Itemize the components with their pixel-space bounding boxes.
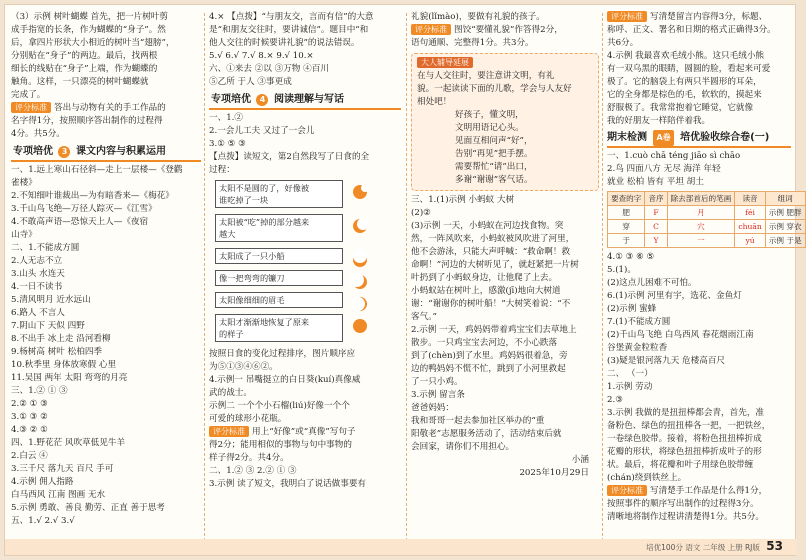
text-line: 二、 （一） (607, 369, 653, 379)
text-line: 六、①来去 ②以 ③万物 ④百川 (209, 64, 329, 74)
flow-text: 的样子 (219, 329, 244, 339)
text-line: 是“和朋友交往时，要讲诚信”。题目中“和 (209, 25, 369, 35)
section-prefix: 专项培优 (211, 94, 251, 105)
text-line: 一、1.② (209, 113, 243, 123)
text-line: 备粉色、绿色的扭扭棒各一把，一把铁丝， (607, 421, 771, 431)
sun-phase-icon (352, 218, 368, 234)
text-line: 我和哥哥一起去参加社区举办的“重 (411, 416, 545, 426)
text-line: 礼貌(lǐmào)，要做有礼貌的孩子。 (411, 12, 545, 22)
text-line: 2.鸟 四面八方 无尽 海洋 年轻 (607, 164, 721, 174)
poem-line: 多谢“谢谢”客气话。 (455, 175, 533, 185)
table-cell: 月 (667, 206, 735, 220)
text-line: 他人交往的时候要讲礼貌”的说法错误。 (209, 38, 360, 48)
text-line: 示例二 一个个小石榴(liú)好像一个个 (209, 401, 350, 411)
text-line: 按照日食的变化过程排序，图片顺序应 (209, 349, 356, 359)
text-line: 4.③ ② ① (11, 425, 48, 435)
answer-page (4, 4, 802, 556)
text-line: 3.① ③ ② (11, 412, 48, 422)
table-cell: 穴 (667, 220, 735, 234)
flow-text: 像一把弯弯的镰刀 (219, 273, 285, 283)
col1-top-text (11, 11, 201, 102)
section-prefix: 专项培优 (13, 146, 53, 157)
text-line: 到了(chèn)到了水里。鸡妈妈很着急，旁 (411, 351, 568, 361)
text-line: （3）示例 树叶蝴蝶 首先，把一片树叶剪 (11, 12, 169, 22)
text-line: 9.杨树高 树叶 松柏四季 (11, 347, 103, 357)
text-line: 极了。它的脑袋上有两只半圆形的耳朵， (607, 77, 762, 87)
scoring-tag: 评分标准 (607, 485, 647, 496)
table-row (608, 206, 806, 220)
text-line: ⑤乙所 于人 ③事更成 (209, 77, 292, 87)
text-line: 3.示例 读了短文，我明白了说话做事要有 (209, 479, 367, 489)
text-line: 图饺“要懂礼貌”作答得2分， (454, 25, 563, 35)
column-divider (406, 13, 407, 541)
text-line: 样子得2分。共4分。 (209, 453, 289, 463)
parent-tip-tag: 大人辅导延展 (417, 57, 473, 68)
text-line: 客气。” (411, 312, 437, 322)
text-line: 得2分；能用相似的事物与句中事物的 (209, 440, 352, 450)
text-line: 7.(1)不能成方圆 (607, 317, 671, 327)
text-line: 称呼、正文、署名和日期的格式正确得3分。 (607, 25, 776, 35)
flow-step (215, 270, 343, 286)
scoring-tag: 评分标准 (11, 102, 51, 113)
section-number: 4 (256, 94, 268, 106)
text-line: 按照事件的顺序写出制作的过程得3分。 (607, 499, 759, 509)
sun-phase-icon (352, 252, 368, 268)
table-cell: 一 (667, 234, 735, 248)
text-line: 为⑤①③④⑥②。 (209, 362, 278, 372)
text-line: 完成了。 (11, 90, 46, 100)
text-line: 语句通顺、完整得1分。共3分。 (411, 38, 534, 48)
text-line: 【点拨】读短文，第2自然段写了日食的全 (209, 152, 370, 162)
poem-line: 文明用语记心头。 (455, 123, 524, 133)
text-line: 阳敬老”志愿服务活动了，活动结束后就 (411, 429, 562, 439)
sun-phase-icon (352, 184, 368, 200)
table-header: 音序 (645, 192, 667, 206)
text-line: 状。最后，将花瓣和叶子用绿色胶带缠 (607, 460, 754, 470)
scoring-note (411, 24, 599, 37)
text-line: 答出与动物有关的手工作品的 (54, 103, 166, 113)
text-line: 然，一阵风吹来，小蚂蚁被风吹进了河里， (411, 234, 575, 244)
sun-phase-icon (352, 318, 368, 334)
text-line: (2)示例 蜜蜂 (607, 304, 657, 314)
book-series: 培优100分 语文 二年级 上册 RJ版 (646, 543, 760, 552)
table-cell: C (645, 220, 667, 234)
text-line: 分别贴在“身子”的两边。最后，找两根 (11, 51, 158, 61)
text-line: (2)这点儿困难不可怕。 (607, 278, 697, 288)
text-line: 山寺》 (11, 230, 37, 240)
text-line: (3)疑是银河落九天 危楼高百尺 (607, 356, 726, 366)
table-cell: yú (735, 234, 765, 248)
page-footer (646, 539, 783, 553)
flow-step (215, 180, 343, 208)
text-line: 5.(1)。 (607, 265, 636, 275)
text-line: 成手指宽的长条，作为蝴蝶的“身子”。然 (11, 25, 166, 35)
text-line: 触角。这样，一只漂亮的树叶蝴蝶就 (11, 77, 149, 87)
scoring-note (607, 11, 791, 24)
text-line: 6.(1)示例 河里有宇，选花、金鱼灯 (607, 291, 742, 301)
scoring-tag: 评分标准 (607, 11, 647, 22)
text-line: 边的鸭妈妈不慌不忙，跳到了小河里救起 (411, 364, 566, 374)
text-line: 5.清风明月 近水远山 (11, 295, 91, 305)
text-line: 2.③ (607, 395, 623, 405)
text-line: 3.三千尺 落九天 百尺 手可 (11, 464, 114, 474)
column-divider (204, 13, 205, 541)
column-1 (11, 11, 201, 541)
text-line: 武的战士。 (209, 388, 252, 398)
table-header: 除去部首后的笔画 (667, 192, 735, 206)
text-line: 4.① ③ ⑥ ⑤ (607, 252, 655, 262)
text-line: 一卷绿色胶带。接着，将粉色扭扭棒折成 (607, 434, 762, 444)
text-line: 小蚂蚁站在树叶上，感激(jī)地向大树道 (411, 286, 561, 296)
text-line: 3.山头 水连天 (11, 269, 65, 279)
text-line: 6.路人 不言人 (11, 308, 65, 318)
exam-header (607, 130, 791, 148)
text-line: 共6分。 (607, 38, 639, 48)
note-signature: 小涵 (571, 455, 589, 465)
scoring-note (209, 426, 401, 439)
text-line: 4.不敢高声语—恐惊天上人—《夜宿 (11, 217, 149, 227)
text-line: 我的好朋友一样陪伴着我。 (607, 116, 711, 126)
exam-prefix: 期末检测 (607, 132, 647, 143)
children-poem (417, 109, 593, 187)
text-line: 三、1.(1)示例 小蚂蚁 大树 (411, 195, 515, 205)
text-line: 花瓣的形状，将绿色扭扭棒折成叶子的形 (607, 447, 762, 457)
table-cell: féi (735, 206, 765, 220)
text-line: 可爱的球形小花瓶。 (209, 414, 287, 424)
text-line: 写清楚留言内容得3分，标题、 (650, 12, 768, 22)
text-line: 1.示例 劳动 (607, 382, 653, 392)
text-line: 11.吴国 两年 太阳 弯弯的月亮 (11, 373, 128, 383)
text-line: 在与人交往时，要注意讲文明，有礼 (417, 71, 555, 81)
text-line: 爸爸妈妈： (411, 403, 454, 413)
table-header: 读音 (735, 192, 765, 206)
poem-line: 需要帮忙“请”出口， (455, 162, 533, 172)
text-line: 4.示例一 吊嘴挺立的白日葵(kuí)真像威 (209, 375, 361, 385)
table-cell: 示例 于是 (765, 234, 805, 248)
poem-line: 见面互相问声“好”， (455, 136, 533, 146)
text-line: 白马西风 江南 图画 无水 (11, 490, 106, 500)
text-line: 命啊！”河边的大树听见了，就赶紧把一片树 (411, 260, 579, 270)
text-line: 二、1.不能成方圆 (11, 243, 80, 253)
text-line: (3)示例 一天，小蚂蚁在河边找食物。突 (411, 221, 564, 231)
sun-phase-icon (352, 274, 368, 290)
table-header: 要查的字 (608, 192, 645, 206)
table-row (608, 234, 806, 248)
section-number: 3 (58, 146, 70, 158)
text-line: (2)② (411, 208, 431, 218)
flow-step (215, 314, 343, 342)
page-number: 53 (766, 539, 783, 553)
text-line: 叶扔到了小蚂蚁身边，让他爬了上去。 (411, 273, 558, 283)
text-line: 三、1.② ① ③ (11, 386, 68, 396)
text-line: 4.示例 佣人指路 (11, 477, 74, 487)
flow-step (215, 248, 343, 264)
table-cell: 示例 肥胖 (765, 206, 805, 220)
text-line: 二、1.② ③ 2.② ① ③ (209, 466, 297, 476)
text-line: 后，拿四片形状大小相近的树叶当“翅膀”， (11, 38, 175, 48)
text-line: 会回家，请你们不用担心。 (411, 442, 515, 452)
text-line: 4.× 【点拨】“与朋友交，言而有信”的大意 (209, 12, 374, 22)
flow-step (215, 214, 343, 242)
flow-text: 太阳像细细的眉毛 (219, 295, 285, 305)
text-line: 10.秋季里 身体放寒假 心里 (11, 360, 117, 370)
text-line: 五、1.√ 2.√ 3.√ (11, 516, 75, 526)
text-line: 就业 松柏 皆有 平坦 胡土 (607, 177, 704, 187)
table-row (608, 220, 806, 234)
table-header-row (608, 192, 806, 206)
text-line: (chán)绕到铁丝上。 (607, 473, 687, 483)
text-line: 谢：“谢谢你的树叶船！”大树笑着说：“不 (411, 299, 571, 309)
note-date: 2025年10月29日 (519, 468, 589, 478)
flow-step (215, 292, 343, 308)
text-line: 过程： (209, 165, 235, 175)
table-cell: chuān (735, 220, 765, 234)
table-header: 组词 (765, 192, 805, 206)
scoring-note (607, 485, 791, 498)
text-line: 7.阴山下 天似 四野 (11, 321, 85, 331)
text-line: 3.① ⑤ ③ (209, 139, 246, 149)
text-line: 5.示例 勇敢、善良 勤劳、正直 善于思考 (11, 503, 165, 513)
text-line: 2.示例 一天，鸡妈妈带着鸡宝宝们去草地上 (411, 325, 577, 335)
text-line: 雀楼》 (11, 178, 37, 188)
section-title: 课文内容与积累运用 (75, 146, 166, 157)
scoring-tag: 评分标准 (411, 24, 451, 35)
text-line: 2.一会儿工夫 又过了一会儿 (209, 126, 315, 136)
exam-badge: A卷 (653, 130, 673, 146)
text-line: 4.示例 我最喜欢毛绒小熊。这只毛绒小熊 (607, 51, 765, 61)
text-line: 4分。共5分。 (11, 129, 65, 139)
flow-text: 太阳被“吃”掉的部分越来 (219, 217, 310, 227)
poem-line: 告别“再见”把手摆。 (455, 149, 533, 159)
text-line: 了一只小鸡。 (411, 377, 463, 387)
character-lookup-table (607, 191, 806, 248)
table-cell: Y (645, 234, 667, 248)
text-line: 3.千山鸟飞绝—万径人踪灭—《江雪》 (11, 204, 157, 214)
table-cell: 于 (608, 234, 645, 248)
text-line: 8.不出手 冰上走 沿河看柳 (11, 334, 111, 344)
text-line: 3.示例 我做的是扭扭棒都会青，首先，准 (607, 408, 765, 418)
text-line: 四、1.野花茫 风吹草低见牛羊 (11, 438, 126, 448)
flow-text: 越大 (219, 229, 236, 239)
column-4 (607, 11, 802, 541)
column-3 (411, 11, 599, 541)
column-divider (602, 13, 603, 541)
text-line: 2.白云 ④ (11, 451, 48, 461)
text-line: 2.人无志不立 (11, 256, 63, 266)
scoring-note (11, 102, 201, 115)
table-cell: 示例 穿衣 (765, 220, 805, 234)
text-line: 2.② ① ③ (11, 399, 48, 409)
eclipse-flowchart (215, 180, 401, 342)
sun-phase-icon (352, 296, 368, 312)
flow-text: 谁吃掉了一块 (219, 195, 269, 205)
table-cell: F (645, 206, 667, 220)
column-2 (209, 11, 401, 541)
text-line: 舒服极了。我常常抱着它睡觉，它就像 (607, 103, 754, 113)
text-line: 清晰地将制作过程讲清楚得1分。共5分。 (607, 512, 765, 522)
parent-tip-box (411, 53, 599, 191)
table-cell: 肥 (608, 206, 645, 220)
section-title: 阅读理解与写话 (273, 94, 344, 105)
text-line: 一、1.cuò chā téng jiāo sì chāo (607, 151, 741, 161)
col1-answers (11, 164, 201, 528)
text-line: 它的全身都是棕色的毛，软软的，摸起来 (607, 90, 762, 100)
text-line: 写清楚手工作品是什么得1分， (650, 486, 768, 496)
text-line: 3.示例 留言条 (411, 390, 465, 400)
scoring-tag: 评分标准 (209, 426, 249, 437)
text-line: 散步。一只鸡宝宝去河边，不小心跌落 (411, 338, 558, 348)
section-header (209, 92, 401, 110)
text-line: 2.不知细叶谁裁出—为有暗香来—《梅花》 (11, 191, 174, 201)
text-line: 一、1.远上寒山石径斜—走上一层楼—《登鹳 (11, 165, 183, 175)
table-cell: 穿 (608, 220, 645, 234)
text-line: 他不会游泳，只能大声呼喊：“救命啊！救 (411, 247, 571, 257)
text-line: 有一双乌黑的眼睛，圆圆的脸，看起来可爱 (607, 64, 771, 74)
text-line: 名字得1分，按照顺序答出制作的过程得 (11, 116, 163, 126)
text-line: 貌。一起读读下面的儿歌，学会与人友好 (417, 84, 572, 94)
text-line: 4.一日不读书 (11, 282, 63, 292)
flow-text: 太阳不是圆的了，好像被 (219, 183, 310, 193)
section-header (11, 144, 201, 162)
flow-text: 太阳才渐渐地恢复了原来 (219, 317, 310, 327)
text-line: 细长的线贴在“身子”上端，作为蝴蝶的 (11, 64, 158, 74)
exam-title: 培优验收综合卷(一) (680, 132, 770, 143)
text-line: (2)千山鸟飞绝 白鸟西风 春花烟雨江南 (607, 330, 754, 340)
text-line: 相处吧！ (417, 97, 452, 107)
text-line: 谷堡黄金粒粒香 (607, 343, 668, 353)
poem-line: 好孩子，懂文明， (455, 110, 524, 120)
text-line: 5.√ 6.√ 7.√ 8.× 9.√ 10.× (209, 51, 314, 61)
flow-text: 太阳成了一只小船 (219, 251, 285, 261)
text-line: 用上“好像”或“真像”写句子 (252, 427, 356, 437)
